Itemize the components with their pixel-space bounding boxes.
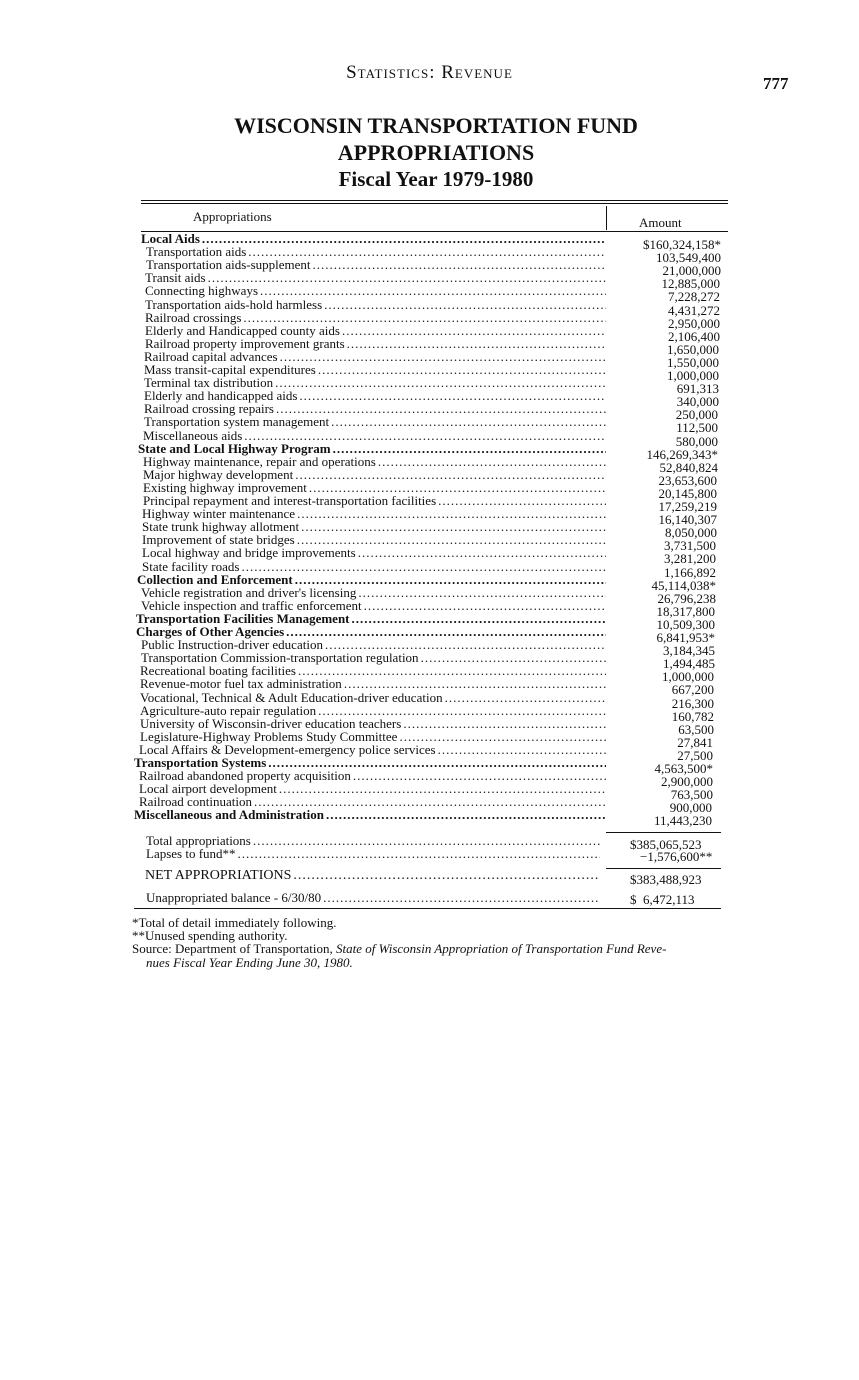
row-label-text: Transportation aids-hold harmless	[145, 297, 323, 312]
totals-label-text: Lapses to fund**	[146, 846, 236, 861]
row-amount: 27,500	[677, 748, 713, 763]
row-amount: 216,300	[671, 696, 714, 711]
row-amount: 12,885,000	[661, 276, 720, 291]
row-label	[145, 284, 606, 297]
totals-amount: $ 6,472,113	[630, 892, 695, 907]
totals-row	[0, 846, 859, 864]
row-label-text: Charges of Other Agencies	[136, 624, 285, 639]
row-label-text: Miscellaneous and Administration	[134, 807, 324, 822]
dot-leader	[260, 284, 606, 297]
row-amount: 45,114,038*	[651, 578, 716, 593]
row-label-text: Public Instruction-driver education	[141, 637, 323, 652]
dot-leader	[438, 494, 606, 507]
row-amount: 3,731,500	[664, 538, 716, 553]
row-amount: 16,140,307	[658, 512, 717, 527]
totals-amount: $383,488,923	[630, 872, 702, 887]
row-label-text: Agriculture-auto repair regulation	[140, 703, 317, 718]
row-amount: 2,900,000	[661, 774, 713, 789]
row-amount: 112,500	[676, 420, 718, 435]
row-amount: 11,443,230	[653, 813, 712, 828]
row-amount: 6,841,953*	[656, 630, 715, 645]
row-label-text: Railroad abandoned property acquisition	[139, 768, 351, 783]
row-amount: 763,500	[670, 787, 713, 802]
row-label	[142, 546, 606, 559]
dot-leader	[364, 599, 606, 612]
row-amount: 7,228,272	[668, 289, 720, 304]
row-amount: 3,281,200	[664, 551, 716, 566]
dot-leader	[280, 350, 606, 363]
dot-leader	[275, 376, 606, 389]
totals-label-text: Total appropriations	[146, 833, 251, 848]
running-head: Statistics: Revenue	[346, 62, 513, 83]
row-label-text: Local highway and bridge improvements	[142, 545, 356, 560]
column-header-amount: Amount	[639, 215, 682, 230]
dot-leader	[353, 769, 606, 782]
totals-amount: $385,065,523	[630, 837, 702, 852]
dot-leader	[208, 271, 606, 284]
page-number: 777	[763, 74, 789, 93]
header-column-divider	[606, 206, 607, 230]
dot-leader	[352, 612, 606, 625]
row-amount: 52,840,824	[659, 460, 718, 475]
row-label-text: Transportation aids	[146, 244, 247, 259]
row-amount: 3,184,345	[663, 643, 715, 658]
row-amount: 21,000,000	[662, 263, 721, 278]
dot-leader	[313, 258, 606, 271]
row-label-text: Transportation aids-supplement	[146, 257, 311, 272]
dot-leader	[279, 782, 606, 795]
dot-leader	[299, 389, 606, 402]
row-label-text: Railroad capital advances	[144, 349, 278, 364]
row-amount: 580,000	[675, 434, 718, 449]
row-label-text: Revenue-motor fuel tax administration	[140, 676, 342, 691]
row-label-text: Collection and Enforcement	[137, 572, 293, 587]
row-label-text: Transit aids	[145, 270, 206, 285]
row-amount: $160,324,158*	[643, 237, 721, 252]
row-label-text: Transportation Facilities Management	[136, 611, 350, 626]
row-amount: 103,549,400	[656, 250, 721, 265]
dot-leader	[331, 415, 606, 428]
source-title: State of Wisconsin Appropriation of Transportation Fund Reve-	[336, 941, 667, 956]
totals-label-text: NET APPROPRIATIONS	[145, 868, 292, 883]
row-label-text: Recreational boating facilities	[140, 663, 296, 678]
row-label	[134, 808, 606, 821]
bottom-rule	[134, 908, 721, 909]
row-amount: 160,782	[671, 709, 714, 724]
dot-leader	[342, 324, 606, 337]
row-label-text: Local Affairs & Development-emergency police services	[139, 742, 436, 757]
row-label-text: Railroad property improvement grants	[145, 336, 345, 351]
row-amount: 18,317,800	[656, 604, 715, 619]
row-label-text: Railroad continuation	[139, 794, 253, 809]
source-prefix: Source: Department of Transportation,	[132, 941, 336, 956]
row-label-text: Vocational, Technical & Adult Education-driver education	[140, 690, 443, 705]
top-rule-1	[141, 200, 728, 201]
table-title-line-1: WISCONSIN TRANSPORTATION FUND	[234, 113, 638, 138]
row-label-text: Mass transit-capital expenditures	[144, 362, 316, 377]
row-label-text: Existing highway improvement	[143, 480, 307, 495]
row-label-text: Railroad crossings	[145, 310, 242, 325]
dot-leader	[297, 507, 606, 520]
dot-leader	[403, 717, 606, 730]
dot-leader	[253, 834, 600, 847]
subtotal-rule-2	[606, 868, 721, 869]
subtotal-rule-1	[606, 832, 721, 833]
dot-leader	[238, 847, 600, 860]
row-label-text: Highway maintenance, repair and operations	[143, 454, 376, 469]
row-label-text: Transportation Systems	[134, 755, 267, 770]
dot-leader	[323, 891, 600, 904]
dot-leader	[286, 625, 606, 638]
row-label	[144, 415, 606, 428]
totals-row	[0, 890, 859, 907]
dot-leader	[347, 337, 606, 350]
row-label-text: Local airport development	[139, 781, 277, 796]
row-amount: 20,145,800	[658, 486, 717, 501]
top-rule-2	[141, 203, 728, 204]
row-label-text: Elderly and handicapped aids	[144, 388, 298, 403]
totals-row	[0, 833, 859, 852]
row-amount: 4,431,272	[668, 303, 720, 318]
row-amount: 23,653,600	[658, 473, 717, 488]
dot-leader	[358, 546, 606, 559]
row-label-text: Vehicle inspection and traffic enforcement	[141, 598, 362, 613]
row-label-text: Local Aids	[141, 231, 200, 246]
totals-label	[146, 891, 600, 904]
dot-leader	[358, 586, 606, 599]
row-label-text: Improvement of state bridges	[142, 532, 295, 547]
column-header-appropriations: Appropriations	[193, 209, 272, 224]
row-amount: 340,000	[676, 394, 719, 409]
source-title-continued: nues Fiscal Year Ending June 30, 1980.	[146, 955, 353, 970]
row-label-text: University of Wisconsin-driver education teachers	[140, 716, 402, 731]
dot-leader	[326, 808, 606, 821]
row-amount: 17,259,219	[658, 499, 717, 514]
row-amount: 10,509,300	[656, 617, 715, 632]
row-label-text: Terminal tax distribution	[144, 375, 274, 390]
dot-leader	[301, 520, 606, 533]
dot-leader	[298, 664, 606, 677]
row-amount: 1,494,485	[663, 656, 715, 671]
row-amount: 667,200	[671, 682, 714, 697]
dot-leader	[318, 363, 606, 376]
dot-leader	[344, 677, 606, 690]
dot-leader	[378, 455, 606, 468]
row-label-text: Elderly and Handicapped county aids	[145, 323, 340, 338]
dot-leader	[445, 691, 606, 704]
table-title-line-2: APPROPRIATIONS	[337, 140, 535, 165]
row-amount: 4,563,500*	[654, 761, 713, 776]
row-label	[140, 677, 606, 690]
row-amount: 1,550,000	[667, 355, 719, 370]
dot-leader	[438, 743, 606, 756]
row-amount: 2,106,400	[668, 329, 720, 344]
row-amount: 8,050,000	[665, 525, 717, 540]
row-label-text: State facility roads	[142, 559, 240, 574]
totals-row	[0, 868, 859, 887]
dot-leader	[293, 869, 599, 882]
row-amount: 146,269,343*	[646, 447, 718, 462]
row-label-text: Major highway development	[143, 467, 294, 482]
dot-leader	[241, 560, 606, 573]
row-label-text: Principal repayment and interest-transportation facilities	[143, 493, 437, 508]
row-label-text: Highway winter maintenance	[142, 506, 296, 521]
row-amount: 900,000	[669, 800, 712, 815]
footnote-unused-authority: **Unused spending authority.	[132, 928, 288, 943]
row-amount: 250,000	[675, 407, 718, 422]
row-amount: 63,500	[678, 722, 714, 737]
row-amount: 1,000,000	[662, 669, 714, 684]
totals-label	[145, 869, 599, 882]
dot-leader	[295, 468, 606, 481]
row-label-text: Legislature-Highway Problems Study Committee	[140, 729, 398, 744]
row-amount: 26,796,238	[657, 591, 716, 606]
row-amount: 1,650,000	[667, 342, 719, 357]
source-note	[132, 942, 666, 955]
row-label-text: Miscellaneous aids	[143, 428, 243, 443]
row-label-text: Connecting highways	[145, 283, 259, 298]
dot-leader	[324, 298, 606, 311]
row-label-text: Vehicle registration and driver's licensing	[141, 585, 357, 600]
row-amount: 2,950,000	[668, 316, 720, 331]
table-title-line-3: Fiscal Year 1979-1980	[338, 167, 534, 191]
row-amount: 1,166,892	[664, 565, 716, 580]
row-label-text: Transportation Commission-transportation regulation	[141, 650, 419, 665]
dot-leader	[421, 651, 606, 664]
dot-leader	[202, 232, 606, 245]
row-label-text: Railroad crossing repairs	[144, 401, 274, 416]
row-amount: 27,841	[677, 735, 713, 750]
row-label-text: State trunk highway allotment	[142, 519, 300, 534]
totals-amount: −1,576,600**	[640, 849, 713, 864]
row-label	[146, 258, 606, 271]
totals-label	[146, 847, 600, 860]
row-amount: 1,000,000	[667, 368, 719, 383]
row-label-text: Transportation system management	[144, 414, 330, 429]
totals-label-text: Unappropriated balance - 6/30/80	[146, 890, 322, 905]
row-amount: 691,313	[676, 381, 719, 396]
footnote-total-detail: *Total of detail immediately following.	[132, 915, 337, 930]
row-label-text: State and Local Highway Program	[138, 441, 331, 456]
